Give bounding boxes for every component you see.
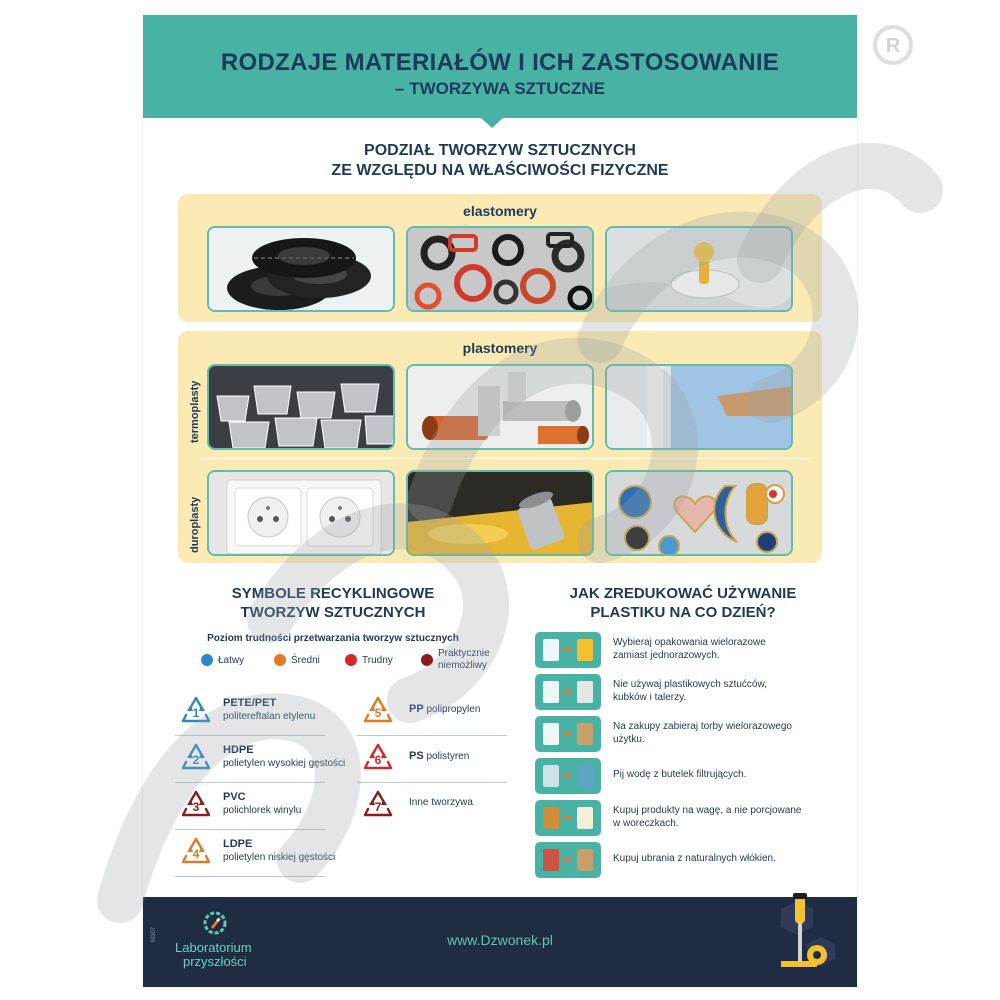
- recycle-row-separator: [357, 782, 507, 783]
- footer-logo-line2: przyszłości: [183, 954, 247, 970]
- reduce-tip-line2: zamiast jednorazowych.: [613, 649, 720, 661]
- reduce-tip-icon: [535, 632, 601, 668]
- footer: [143, 897, 857, 987]
- legend-dot-easy: [201, 654, 213, 666]
- recycle-code-desc: Inne tworzywa: [409, 797, 473, 808]
- recycle-code-text: [223, 791, 301, 817]
- recycle-code-number: 5: [374, 706, 382, 720]
- reduce-tip-icon: [535, 842, 601, 878]
- recycle-code-number: 3: [192, 800, 200, 814]
- recycle-code-text: [409, 797, 473, 810]
- recycle-code-name: HDPE: [223, 744, 254, 756]
- division-title-line1: PODZIAŁ TWORZYW SZTUCZNYCH: [364, 142, 636, 159]
- registered-mark-icon: [875, 27, 911, 63]
- recycling-title-line1: SYMBOLE RECYKLINGOWE: [231, 585, 435, 602]
- pipes-photo: [406, 364, 594, 450]
- footer-logo-line1: Laboratorium: [175, 940, 252, 955]
- recycle-code-desc: polistyren: [426, 751, 470, 762]
- reduce-tip-line1: Nie używaj plastikowych sztućców,: [613, 679, 767, 690]
- seals-image: [408, 228, 594, 312]
- recycle-code-name: PS: [409, 750, 424, 762]
- difficulty-title: Poziom trudności przetwarzania tworzyw sztucznych: [207, 633, 459, 644]
- header-banner: [143, 15, 857, 118]
- recycling-title: [173, 585, 493, 623]
- plastic-containers-image: [209, 366, 395, 450]
- duroplastics-label: duroplasty: [189, 496, 201, 553]
- pipes-image: [408, 366, 594, 450]
- recycle-code-text: [409, 750, 469, 764]
- recycle-code-desc: politereftalan etylenu: [223, 710, 316, 722]
- plastomers-panel: [178, 331, 822, 563]
- reduce-title-line2: PLASTIKU NA CO DZIEŃ?: [590, 603, 776, 621]
- seals-photo: [406, 226, 594, 312]
- reduce-tip-text: [613, 637, 766, 662]
- recycle-code-text: [409, 703, 480, 717]
- recycle-code-number: 2: [192, 753, 200, 767]
- website-link[interactable]: www.Dzwonek.pl: [447, 932, 553, 948]
- poster: [143, 15, 857, 987]
- legend-dot-medium: [274, 654, 286, 666]
- recycle-code-desc: polietylen wysokiej gęstości: [223, 757, 346, 769]
- recycle-code-number: 4: [192, 847, 200, 861]
- recycle-code-number: 7: [374, 800, 382, 814]
- recycle-row-separator: [357, 735, 507, 736]
- recycle-row-separator: [175, 876, 325, 877]
- header-notch: [481, 118, 503, 128]
- legend-impossible-line2: niemożliwy: [438, 660, 487, 671]
- legend-impossible: [438, 648, 490, 672]
- page-title: RODZAJE MATERIAŁÓW I ICH ZASTOSOWANIE: [220, 49, 780, 76]
- thermoplastics-label: termoplasty: [189, 380, 201, 443]
- legend-dot-impossible: [421, 654, 433, 666]
- epoxy-floor-photo: [406, 470, 594, 556]
- recycle-code-desc: polietylen niskiej gęstości: [223, 851, 336, 863]
- recycle-row-separator: [175, 735, 325, 736]
- legend-hard: Trudny: [362, 655, 393, 666]
- recycle-row-separator: [175, 782, 325, 783]
- recycle-code-number: 1: [192, 706, 200, 720]
- plastomers-divider: [200, 458, 810, 459]
- reduce-tip-text: [613, 721, 792, 746]
- sockets-photo: [207, 470, 395, 556]
- reduce-tip-icon: [535, 758, 601, 794]
- reduce-tip-icon: [535, 716, 601, 752]
- reduce-tip-text: [613, 769, 746, 782]
- recycle-code-text: [223, 744, 345, 770]
- reduce-tip-icon: [535, 800, 601, 836]
- legend-medium: Średni: [291, 655, 320, 666]
- product-code: M307: [151, 926, 157, 942]
- plastomers-label: plastomery: [462, 340, 538, 356]
- reduce-title: [523, 585, 843, 623]
- tires-image: [209, 228, 395, 312]
- division-title: [143, 141, 857, 181]
- recycle-code-name: PETE/PET: [223, 697, 277, 709]
- legend-impossible-line1: Praktycznie: [438, 648, 490, 659]
- legend-easy: Łatwy: [218, 655, 245, 666]
- division-title-line2: ZE WZGLĘDU NA WŁAŚCIWOŚCI FIZYCZNE: [331, 162, 669, 179]
- reduce-tip-line2: w woreczkach.: [613, 817, 679, 829]
- elastomers-label: elastomery: [463, 203, 537, 219]
- reduce-tip-text: [613, 679, 767, 704]
- plastic-containers-photo: [207, 364, 395, 450]
- reduce-tip-line2: kubków i talerzy.: [613, 691, 687, 703]
- recycling-title-line2: TWORZYW SZTUCZNYCH: [240, 603, 426, 621]
- recycle-code-name: PP: [409, 703, 424, 715]
- resin-jewelry-image: [607, 472, 793, 556]
- resin-jewelry-photo: [605, 470, 793, 556]
- tools-icon: [771, 889, 841, 981]
- reduce-tip-line1: Wybieraj opakowania wielorazowe: [613, 637, 766, 648]
- page-subtitle: – TWORZYWA SZTUCZNE: [395, 79, 605, 98]
- reduce-tip-line1: Pij wodę z butelek filtrujących.: [613, 769, 747, 780]
- reduce-tip-line1: Kupuj produkty na wagę, a nie porcjowane: [613, 805, 802, 816]
- recycle-code-name: LDPE: [223, 838, 253, 850]
- pacifier-photo: [605, 226, 793, 312]
- reduce-tip-text: [613, 853, 776, 866]
- legend-dot-hard: [345, 654, 357, 666]
- elastomers-panel: [178, 194, 822, 322]
- epoxy-floor-image: [408, 472, 594, 556]
- recycle-code-desc: polipropylen: [426, 704, 481, 715]
- window-photo: [605, 364, 793, 450]
- reduce-tip-icon: [535, 674, 601, 710]
- recycle-code-desc: polichlorek winylu: [223, 804, 302, 816]
- sockets-image: [209, 472, 395, 556]
- pacifier-image: [607, 228, 793, 312]
- tires-photo: [207, 226, 395, 312]
- reduce-tip-line1: Na zakupy zabieraj torby wielorazowego: [613, 721, 792, 732]
- recycle-code-number: 6: [374, 753, 382, 767]
- reduce-tip-line2: użytku.: [613, 733, 645, 745]
- window-image: [607, 366, 793, 450]
- recycle-code-text: [223, 697, 315, 723]
- svg-text:R: R: [885, 35, 901, 57]
- recycle-code-name: PVC: [223, 791, 246, 803]
- recycle-code-text: [223, 838, 335, 864]
- reduce-title-line1: JAK ZREDUKOWAĆ UŻYWANIE: [569, 585, 797, 602]
- recycle-row-separator: [175, 829, 325, 830]
- reduce-tip-line1: Kupuj ubrania z naturalnych włókien.: [613, 853, 776, 864]
- reduce-tip-text: [613, 805, 801, 830]
